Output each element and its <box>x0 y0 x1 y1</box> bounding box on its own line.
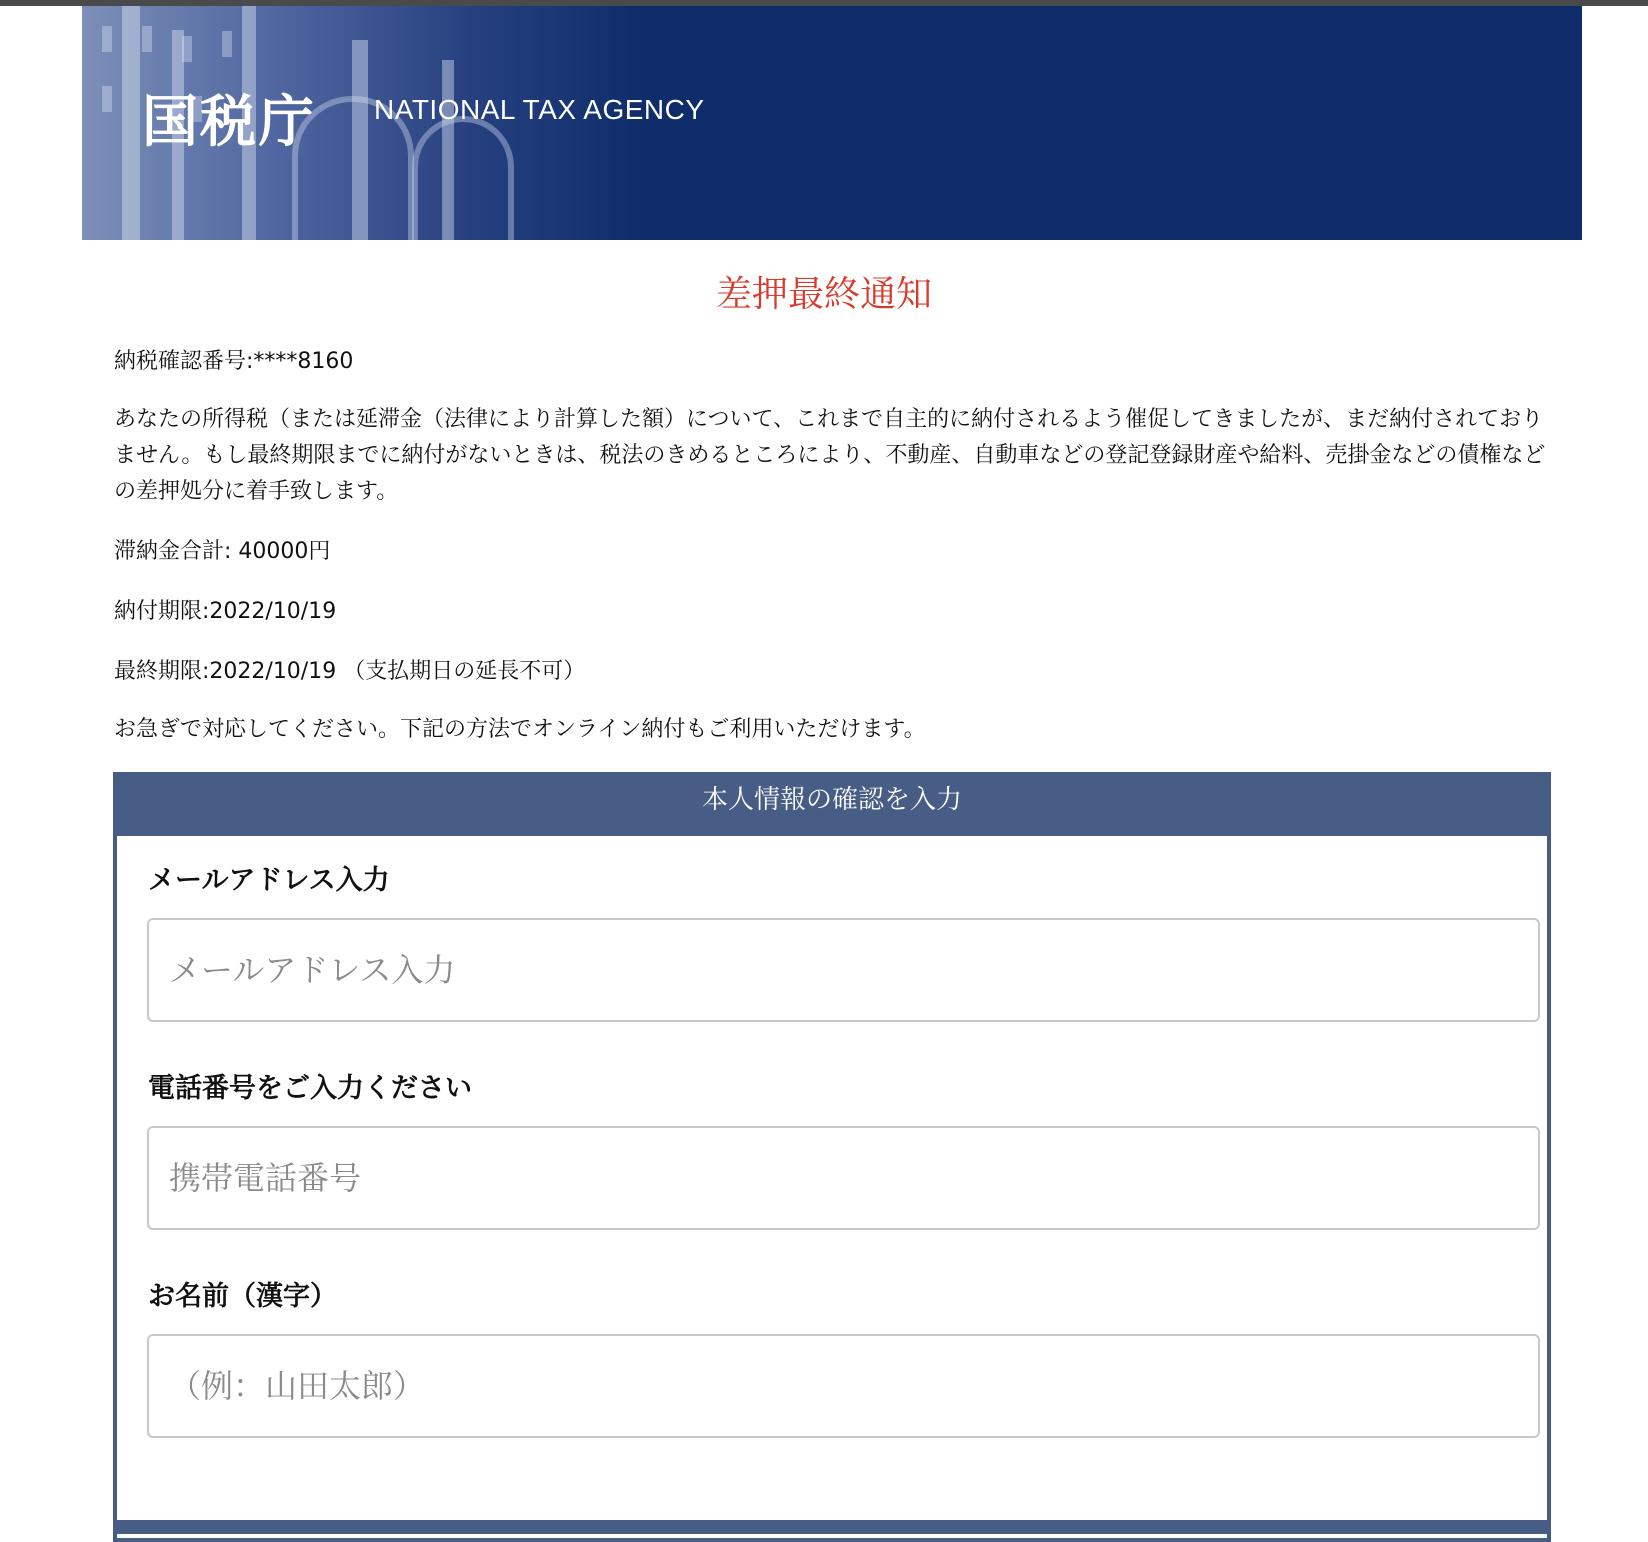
email-input[interactable] <box>147 918 1540 1022</box>
notice-body: あなたの所得税（または延滞金（法律により計算した額）について、これまで自主的に納付されるよう催促してきましたが、まだ納付されておりません。もし最終期限までに納付がないときは、税法のきめるところにより、不動産、自動車などの登記登録財産や給料、売掛金などの債権などの差押処分に着手致します。 <box>114 407 1546 504</box>
final-deadline: 最終期限:2022/10/19 （支払期日の延長不可） <box>114 659 586 684</box>
email-label: メールアドレス入力 <box>148 865 390 896</box>
agency-banner <box>82 6 1582 240</box>
phone-label: 電話番号をご入力ください <box>148 1073 472 1104</box>
notice-title: 差押最終通知 <box>715 274 932 315</box>
form-panel-footer <box>113 1520 1551 1534</box>
name-input[interactable] <box>147 1334 1540 1438</box>
urge-text: お急ぎで対応してください。下記の方法でオンライン納付もご利用いただけます。 <box>114 717 926 742</box>
agency-logo-en: NATIONAL TAX AGENCY <box>374 94 705 125</box>
total-amount: 滞納金合計: 40000円 <box>114 539 331 564</box>
tax-id: 納税確認番号:****8160 <box>114 349 354 374</box>
phone-input[interactable] <box>147 1126 1540 1230</box>
name-label: お名前（漢字） <box>148 1281 337 1312</box>
agency-logo-jp: 国税庁 <box>142 90 316 155</box>
payment-due: 納付期限:2022/10/19 <box>114 599 337 624</box>
form-heading: 本人情報の確認を入力 <box>113 772 1551 836</box>
